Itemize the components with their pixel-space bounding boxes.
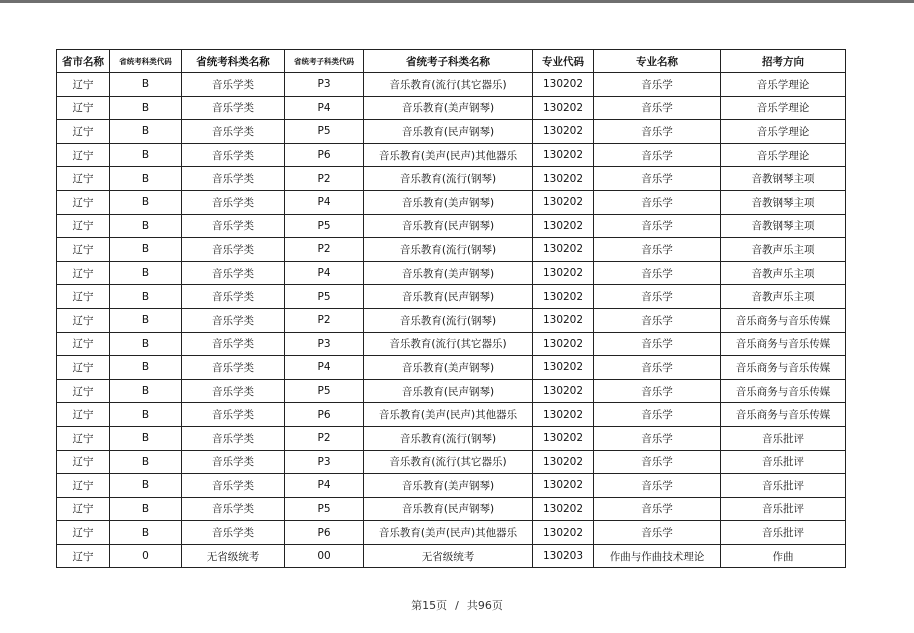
cell-category-code: 0 xyxy=(110,544,182,568)
cell-major-code: 130202 xyxy=(533,379,594,403)
cell-major-code: 130202 xyxy=(533,450,594,474)
cell-category-code: B xyxy=(110,214,182,238)
cell-direction: 音乐商务与音乐传媒 xyxy=(721,379,846,403)
cell-category-code: B xyxy=(110,497,182,521)
cell-category-code: B xyxy=(110,73,182,97)
table-row xyxy=(57,167,846,191)
table-row xyxy=(57,474,846,498)
table-header xyxy=(57,50,846,73)
cell-direction: 作曲 xyxy=(721,544,846,568)
cell-subcategory-name: 音乐教育(流行(钢琴) xyxy=(364,167,533,191)
cell-direction: 音乐批评 xyxy=(721,450,846,474)
cell-subcategory-name: 音乐教育(民声钢琴) xyxy=(364,379,533,403)
cell-subcategory-code: P4 xyxy=(285,96,364,120)
cell-subcategory-code: P4 xyxy=(285,474,364,498)
table-row xyxy=(57,544,846,568)
cell-major-name: 音乐学 xyxy=(594,214,721,238)
cell-major-code: 130202 xyxy=(533,403,594,427)
cell-category-code: B xyxy=(110,332,182,356)
cell-subcategory-code: P3 xyxy=(285,73,364,97)
cell-major-name: 音乐学 xyxy=(594,450,721,474)
header-major-code: 专业代码 xyxy=(533,50,594,73)
cell-subcategory-code: P2 xyxy=(285,308,364,332)
cell-subcategory-name: 音乐教育(流行(其它器乐) xyxy=(364,332,533,356)
cell-province: 辽宁 xyxy=(57,96,110,120)
cell-category-code: B xyxy=(110,426,182,450)
cell-subcategory-code: P5 xyxy=(285,285,364,309)
cell-subcategory-name: 音乐教育(民声钢琴) xyxy=(364,285,533,309)
cell-subcategory-name: 音乐教育(民声钢琴) xyxy=(364,214,533,238)
cell-province: 辽宁 xyxy=(57,73,110,97)
cell-subcategory-code: P6 xyxy=(285,521,364,545)
cell-major-name: 音乐学 xyxy=(594,403,721,427)
table-row xyxy=(57,261,846,285)
table-row xyxy=(57,190,846,214)
cell-category-name: 音乐学类 xyxy=(182,521,285,545)
cell-category-name: 无省级统考 xyxy=(182,544,285,568)
cell-major-name: 音乐学 xyxy=(594,120,721,144)
cell-subcategory-code: P5 xyxy=(285,214,364,238)
page-number: 第15页 xyxy=(411,599,448,612)
cell-subcategory-name: 音乐教育(美声(民声)其他器乐 xyxy=(364,403,533,427)
cell-subcategory-code: P4 xyxy=(285,190,364,214)
cell-subcategory-code: 00 xyxy=(285,544,364,568)
cell-direction: 音乐学理论 xyxy=(721,96,846,120)
cell-subcategory-code: P2 xyxy=(285,426,364,450)
table-body xyxy=(57,73,846,568)
cell-major-code: 130202 xyxy=(533,120,594,144)
cell-major-name: 音乐学 xyxy=(594,497,721,521)
cell-subcategory-name: 音乐教育(美声钢琴) xyxy=(364,190,533,214)
cell-province: 辽宁 xyxy=(57,143,110,167)
cell-category-name: 音乐学类 xyxy=(182,143,285,167)
cell-category-name: 音乐学类 xyxy=(182,474,285,498)
cell-province: 辽宁 xyxy=(57,190,110,214)
table-row xyxy=(57,497,846,521)
cell-province: 辽宁 xyxy=(57,450,110,474)
page-total: 共96页 xyxy=(466,599,503,612)
cell-major-name: 音乐学 xyxy=(594,143,721,167)
cell-category-name: 音乐学类 xyxy=(182,120,285,144)
cell-subcategory-code: P4 xyxy=(285,261,364,285)
cell-direction: 音乐批评 xyxy=(721,426,846,450)
table-row xyxy=(57,308,846,332)
cell-major-name: 音乐学 xyxy=(594,167,721,191)
cell-category-code: B xyxy=(110,379,182,403)
cell-major-code: 130202 xyxy=(533,190,594,214)
cell-category-name: 音乐学类 xyxy=(182,379,285,403)
cell-direction: 音乐学理论 xyxy=(721,73,846,97)
cell-direction: 音乐批评 xyxy=(721,497,846,521)
cell-subcategory-name: 音乐教育(民声钢琴) xyxy=(364,497,533,521)
cell-category-name: 音乐学类 xyxy=(182,167,285,191)
cell-subcategory-code: P5 xyxy=(285,120,364,144)
cell-province: 辽宁 xyxy=(57,356,110,380)
cell-province: 辽宁 xyxy=(57,403,110,427)
header-province: 省市名称 xyxy=(57,50,110,73)
cell-direction: 音教声乐主项 xyxy=(721,261,846,285)
cell-major-code: 130202 xyxy=(533,214,594,238)
cell-direction: 音乐商务与音乐传媒 xyxy=(721,403,846,427)
table-row xyxy=(57,96,846,120)
header-category-code: 省统考科类代码 xyxy=(110,50,182,73)
cell-category-code: B xyxy=(110,450,182,474)
cell-major-code: 130202 xyxy=(533,426,594,450)
cell-province: 辽宁 xyxy=(57,521,110,545)
cell-category-name: 音乐学类 xyxy=(182,238,285,262)
cell-major-name: 音乐学 xyxy=(594,190,721,214)
cell-direction: 音乐批评 xyxy=(721,474,846,498)
cell-province: 辽宁 xyxy=(57,120,110,144)
cell-major-code: 130202 xyxy=(533,238,594,262)
cell-major-code: 130202 xyxy=(533,143,594,167)
header-direction: 招考方向 xyxy=(721,50,846,73)
cell-direction: 音乐商务与音乐传媒 xyxy=(721,332,846,356)
cell-major-name: 音乐学 xyxy=(594,332,721,356)
cell-subcategory-code: P5 xyxy=(285,379,364,403)
cell-category-code: B xyxy=(110,403,182,427)
cell-subcategory-name: 音乐教育(美声钢琴) xyxy=(364,474,533,498)
cell-province: 辽宁 xyxy=(57,285,110,309)
cell-province: 辽宁 xyxy=(57,379,110,403)
cell-category-name: 音乐学类 xyxy=(182,332,285,356)
cell-major-name: 音乐学 xyxy=(594,238,721,262)
cell-category-name: 音乐学类 xyxy=(182,261,285,285)
cell-major-code: 130203 xyxy=(533,544,594,568)
cell-category-code: B xyxy=(110,521,182,545)
cell-subcategory-name: 音乐教育(美声钢琴) xyxy=(364,356,533,380)
cell-major-code: 130202 xyxy=(533,261,594,285)
table-row xyxy=(57,238,846,262)
table-row xyxy=(57,379,846,403)
cell-subcategory-name: 音乐教育(美声(民声)其他器乐 xyxy=(364,521,533,545)
cell-province: 辽宁 xyxy=(57,474,110,498)
cell-category-code: B xyxy=(110,474,182,498)
cell-major-code: 130202 xyxy=(533,332,594,356)
cell-subcategory-name: 音乐教育(美声(民声)其他器乐 xyxy=(364,143,533,167)
cell-subcategory-name: 音乐教育(美声钢琴) xyxy=(364,96,533,120)
cell-subcategory-code: P6 xyxy=(285,143,364,167)
cell-category-name: 音乐学类 xyxy=(182,214,285,238)
cell-category-name: 音乐学类 xyxy=(182,403,285,427)
cell-province: 辽宁 xyxy=(57,308,110,332)
table-row xyxy=(57,143,846,167)
cell-province: 辽宁 xyxy=(57,214,110,238)
header-row xyxy=(57,50,846,73)
cell-major-name: 音乐学 xyxy=(594,356,721,380)
cell-direction: 音乐学理论 xyxy=(721,120,846,144)
cell-direction: 音教声乐主项 xyxy=(721,285,846,309)
cell-province: 辽宁 xyxy=(57,544,110,568)
cell-direction: 音教钢琴主项 xyxy=(721,167,846,191)
table-row xyxy=(57,332,846,356)
cell-category-code: B xyxy=(110,96,182,120)
cell-subcategory-code: P6 xyxy=(285,403,364,427)
cell-category-code: B xyxy=(110,308,182,332)
cell-subcategory-code: P3 xyxy=(285,450,364,474)
table-row xyxy=(57,450,846,474)
cell-major-name: 音乐学 xyxy=(594,426,721,450)
cell-subcategory-code: P4 xyxy=(285,356,364,380)
cell-category-name: 音乐学类 xyxy=(182,190,285,214)
cell-province: 辽宁 xyxy=(57,167,110,191)
cell-subcategory-name: 音乐教育(流行(钢琴) xyxy=(364,238,533,262)
cell-province: 辽宁 xyxy=(57,497,110,521)
cell-category-code: B xyxy=(110,143,182,167)
cell-category-name: 音乐学类 xyxy=(182,450,285,474)
cell-category-code: B xyxy=(110,356,182,380)
top-border-line xyxy=(0,0,914,3)
cell-major-name: 音乐学 xyxy=(594,96,721,120)
cell-category-name: 音乐学类 xyxy=(182,308,285,332)
cell-major-code: 130202 xyxy=(533,521,594,545)
cell-major-name: 作曲与作曲技术理论 xyxy=(594,544,721,568)
cell-direction: 音乐商务与音乐传媒 xyxy=(721,308,846,332)
table-row xyxy=(57,73,846,97)
cell-major-code: 130202 xyxy=(533,356,594,380)
cell-category-code: B xyxy=(110,261,182,285)
cell-major-name: 音乐学 xyxy=(594,521,721,545)
cell-subcategory-name: 音乐教育(美声钢琴) xyxy=(364,261,533,285)
cell-major-code: 130202 xyxy=(533,73,594,97)
cell-province: 辽宁 xyxy=(57,426,110,450)
table-row xyxy=(57,521,846,545)
cell-category-code: B xyxy=(110,167,182,191)
table-row xyxy=(57,356,846,380)
cell-major-code: 130202 xyxy=(533,308,594,332)
header-category-name: 省统考科类名称 xyxy=(182,50,285,73)
page-separator: / xyxy=(455,599,459,612)
cell-province: 辽宁 xyxy=(57,261,110,285)
header-subcategory-name: 省统考子科类名称 xyxy=(364,50,533,73)
cell-major-code: 130202 xyxy=(533,285,594,309)
table-row xyxy=(57,120,846,144)
cell-major-code: 130202 xyxy=(533,474,594,498)
cell-subcategory-name: 音乐教育(流行(钢琴) xyxy=(364,426,533,450)
page-footer xyxy=(0,597,914,613)
cell-major-code: 130202 xyxy=(533,96,594,120)
cell-category-name: 音乐学类 xyxy=(182,96,285,120)
admissions-table xyxy=(56,49,846,568)
cell-major-name: 音乐学 xyxy=(594,379,721,403)
cell-major-name: 音乐学 xyxy=(594,285,721,309)
cell-subcategory-code: P5 xyxy=(285,497,364,521)
admissions-table-container xyxy=(56,49,845,568)
cell-province: 辽宁 xyxy=(57,332,110,356)
cell-direction: 音乐商务与音乐传媒 xyxy=(721,356,846,380)
header-major-name: 专业名称 xyxy=(594,50,721,73)
cell-major-name: 音乐学 xyxy=(594,474,721,498)
cell-category-name: 音乐学类 xyxy=(182,497,285,521)
cell-direction: 音乐学理论 xyxy=(721,143,846,167)
cell-direction: 音教钢琴主项 xyxy=(721,190,846,214)
cell-category-name: 音乐学类 xyxy=(182,426,285,450)
cell-major-code: 130202 xyxy=(533,497,594,521)
cell-category-name: 音乐学类 xyxy=(182,73,285,97)
table-row xyxy=(57,403,846,427)
table-row xyxy=(57,214,846,238)
cell-subcategory-name: 音乐教育(流行(其它器乐) xyxy=(364,450,533,474)
cell-category-code: B xyxy=(110,285,182,309)
cell-direction: 音教钢琴主项 xyxy=(721,214,846,238)
cell-subcategory-name: 无省级统考 xyxy=(364,544,533,568)
cell-subcategory-name: 音乐教育(流行(其它器乐) xyxy=(364,73,533,97)
cell-category-code: B xyxy=(110,190,182,214)
cell-category-name: 音乐学类 xyxy=(182,356,285,380)
cell-province: 辽宁 xyxy=(57,238,110,262)
cell-direction: 音乐批评 xyxy=(721,521,846,545)
cell-category-code: B xyxy=(110,120,182,144)
header-subcategory-code: 省统考子科类代码 xyxy=(285,50,364,73)
cell-subcategory-code: P2 xyxy=(285,238,364,262)
cell-subcategory-name: 音乐教育(民声钢琴) xyxy=(364,120,533,144)
cell-major-name: 音乐学 xyxy=(594,73,721,97)
table-row xyxy=(57,285,846,309)
cell-subcategory-code: P2 xyxy=(285,167,364,191)
cell-category-code: B xyxy=(110,238,182,262)
cell-major-name: 音乐学 xyxy=(594,308,721,332)
table-row xyxy=(57,426,846,450)
cell-subcategory-code: P3 xyxy=(285,332,364,356)
cell-major-name: 音乐学 xyxy=(594,261,721,285)
cell-category-name: 音乐学类 xyxy=(182,285,285,309)
cell-subcategory-name: 音乐教育(流行(钢琴) xyxy=(364,308,533,332)
cell-major-code: 130202 xyxy=(533,167,594,191)
cell-direction: 音教声乐主项 xyxy=(721,238,846,262)
